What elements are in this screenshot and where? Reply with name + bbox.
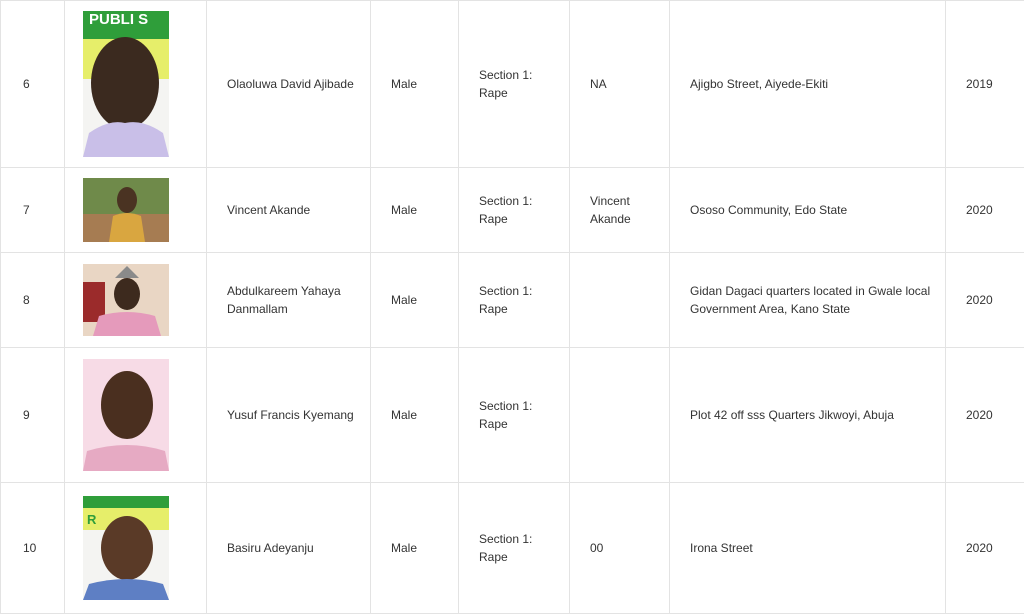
photo-banner-text: PUBLI S — [89, 11, 148, 28]
photo-cell — [65, 168, 207, 253]
table-row — [1, 253, 1024, 348]
address-cell: Irona Street — [670, 483, 946, 614]
offender-photo — [83, 178, 169, 242]
gender-cell: Male — [371, 253, 459, 348]
photo-banner-text: R — [87, 512, 97, 527]
row-number: 7 — [1, 168, 65, 253]
photo-cell — [65, 483, 207, 614]
gender-cell: Male — [371, 483, 459, 614]
table-row — [1, 168, 1024, 253]
name-cell: Olaoluwa David Ajibade — [207, 1, 371, 168]
name-cell: Yusuf Francis Kyemang — [207, 348, 371, 483]
alias-cell: NA — [570, 1, 670, 168]
offender-photo — [83, 496, 169, 600]
row-number: 9 — [1, 348, 65, 483]
table-row — [1, 1, 1024, 168]
year-cell: 2020 — [946, 483, 1024, 614]
table-row — [1, 483, 1024, 614]
address-cell: Ososo Community, Edo State — [670, 168, 946, 253]
offence-cell: Section 1: Rape — [459, 168, 570, 253]
offence-cell: Section 1: Rape — [459, 483, 570, 614]
year-cell: 2020 — [946, 348, 1024, 483]
offence-cell: Section 1: Rape — [459, 1, 570, 168]
address-cell: Gidan Dagaci quarters located in Gwale local Government Area, Kano State — [670, 253, 946, 348]
gender-cell: Male — [371, 168, 459, 253]
photo-cell — [65, 1, 207, 168]
photo-cell — [65, 348, 207, 483]
offender-photo — [83, 359, 169, 471]
photo-cell — [65, 253, 207, 348]
offender-photo — [83, 264, 169, 336]
alias-cell — [570, 253, 670, 348]
year-cell: 2020 — [946, 253, 1024, 348]
year-cell: 2020 — [946, 168, 1024, 253]
address-cell: Plot 42 off sss Quarters Jikwoyi, Abuja — [670, 348, 946, 483]
offence-cell: Section 1: Rape — [459, 348, 570, 483]
alias-cell: Vincent Akande — [570, 168, 670, 253]
row-number: 8 — [1, 253, 65, 348]
row-number: 10 — [1, 483, 65, 614]
alias-cell — [570, 348, 670, 483]
table-row — [1, 348, 1024, 483]
year-cell: 2019 — [946, 1, 1024, 168]
address-cell: Ajigbo Street, Aiyede-Ekiti — [670, 1, 946, 168]
gender-cell: Male — [371, 348, 459, 483]
gender-cell: Male — [371, 1, 459, 168]
row-number: 6 — [1, 1, 65, 168]
alias-cell: 00 — [570, 483, 670, 614]
offence-cell: Section 1: Rape — [459, 253, 570, 348]
name-cell: Vincent Akande — [207, 168, 371, 253]
name-cell: Basiru Adeyanju — [207, 483, 371, 614]
name-cell: Abdulkareem Yahaya Danmallam — [207, 253, 371, 348]
offender-photo — [83, 11, 169, 157]
